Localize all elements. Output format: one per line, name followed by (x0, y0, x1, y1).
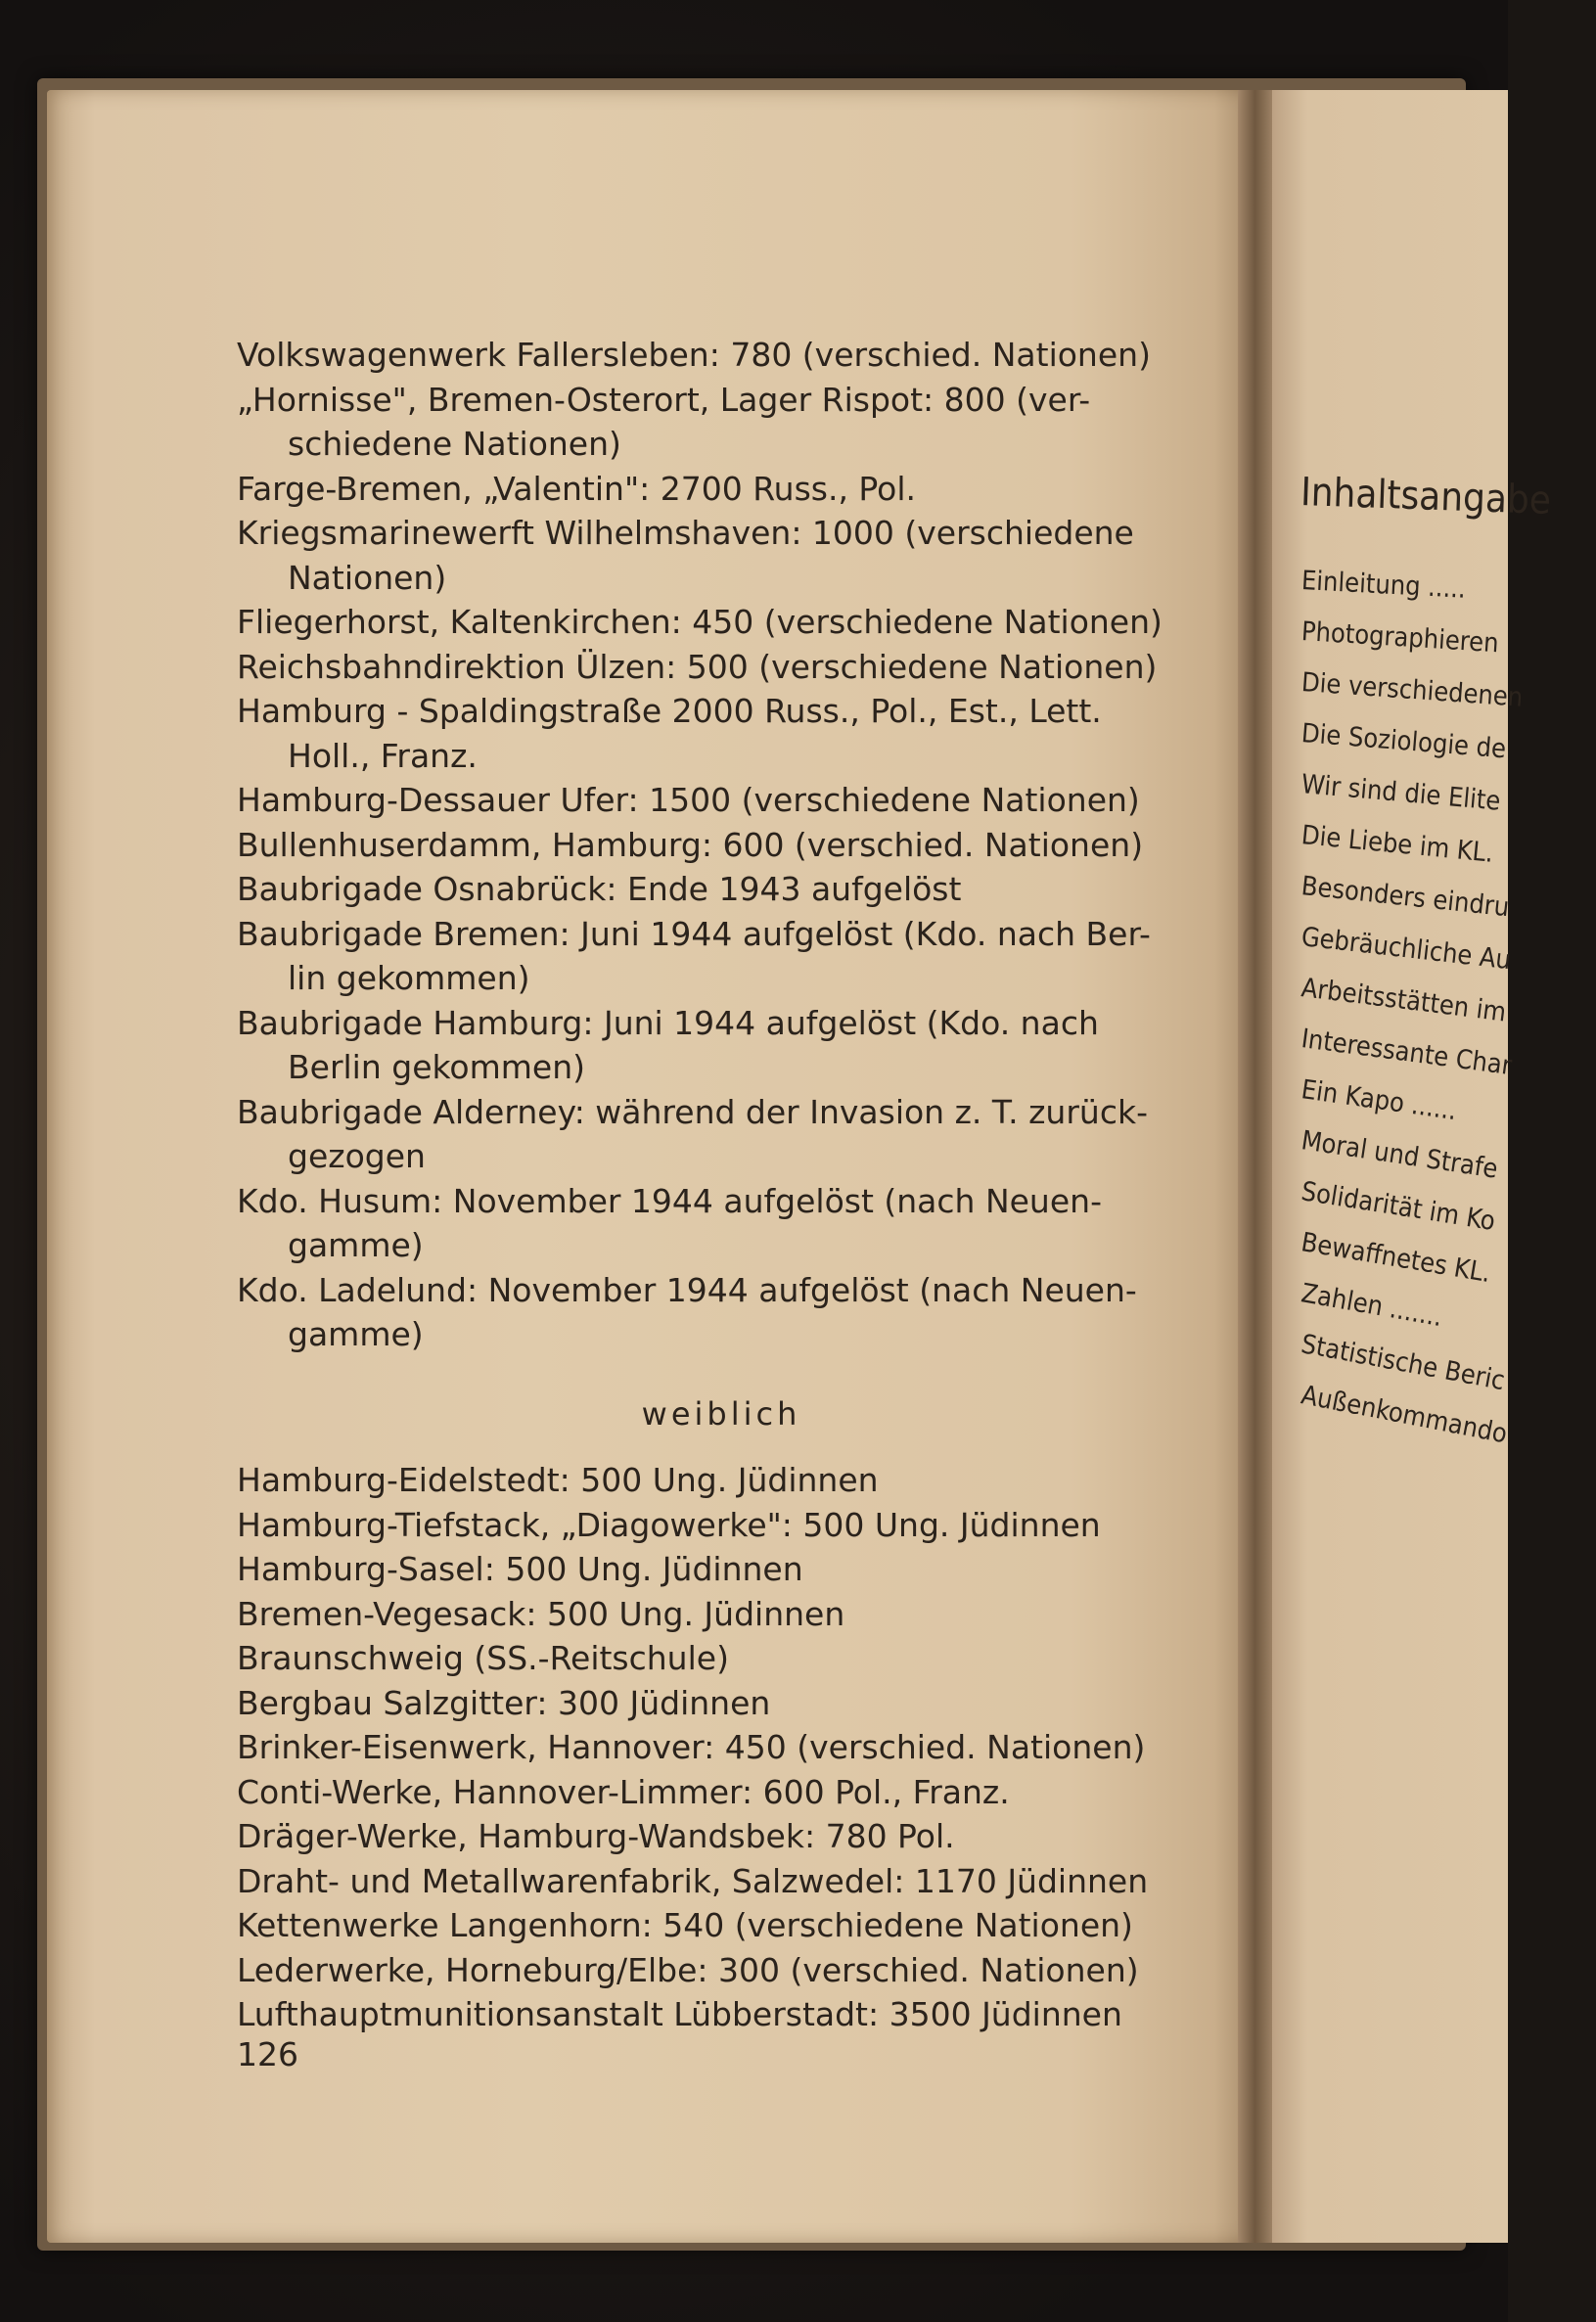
entry-line: Volkswagenwerk Fallersleben: 780 (verschied. Nationen) (237, 336, 1151, 374)
entry-line: Baubrigade Alderney: während der Invasion z. T. zurück- (237, 1092, 1148, 1131)
table-of-contents (1299, 470, 1595, 1450)
entry-line: Hamburg-Dessauer Ufer: 1500 (verschiedene Nationen) (237, 781, 1140, 819)
toc-item: Wir sind die Elite (1300, 769, 1502, 817)
camp-entry (237, 689, 1206, 778)
toc-item: Interessante Char (1300, 1024, 1514, 1082)
entry-line: Bremen-Vegesack: 500 Ung. Jüdinnen (237, 1594, 845, 1633)
entry-line: Reichsbahndirektion Ülzen: 500 (verschiedene Nationen) (237, 647, 1158, 686)
toc-item: Solidarität im Ko (1299, 1176, 1498, 1238)
camp-entry (237, 867, 1206, 912)
toc-item: Die verschiedenen (1300, 667, 1525, 713)
entry-line: Kettenwerke Langenhorn: 540 (verschiedene Nationen) (237, 1906, 1133, 1944)
entry-line: lin gekommen) (288, 959, 530, 997)
toc-list (1299, 556, 1595, 1450)
entry-line: gamme) (288, 1226, 424, 1264)
entry-line: gamme) (288, 1315, 424, 1353)
camp-entry (237, 823, 1206, 868)
page-number: 126 (237, 2035, 298, 2073)
entry-line: Nationen) (288, 558, 447, 597)
toc-item: Außenkommando (1299, 1380, 1510, 1450)
camp-entry (237, 1859, 1206, 1904)
entry-line: Lufthauptmunitionsanstalt Lübberstadt: 3500 Jüdinnen (237, 1995, 1122, 2033)
toc-item: Zahlen ....... (1299, 1278, 1445, 1334)
entry-line: Braunschweig (SS.-Reitschule) (237, 1639, 729, 1677)
camp-entry (237, 511, 1206, 600)
toc-item: Moral und Strafe (1299, 1125, 1500, 1185)
camp-entry (237, 912, 1206, 1001)
camp-entry (237, 333, 1206, 378)
entry-line: Fliegerhorst, Kaltenkirchen: 450 (verschiedene Nationen) (237, 603, 1163, 641)
camp-entry (237, 1179, 1206, 1268)
right-page (1272, 90, 1552, 2243)
toc-item: Einleitung ..... (1300, 566, 1467, 605)
toc-item: Ein Kapo ...... (1299, 1074, 1459, 1127)
camp-entry (237, 1090, 1206, 1179)
camp-entry (237, 1770, 1206, 1815)
entry-line: Hamburg-Eidelstedt: 500 Ung. Jüdinnen (237, 1461, 879, 1499)
male-camp-list (237, 333, 1206, 1357)
entry-line: Kriegsmarinewerft Wilhelmshaven: 1000 (verschiedene (237, 514, 1134, 552)
entry-line: Baubrigade Osnabrück: Ende 1943 aufgelöst (237, 870, 962, 908)
left-page-text (237, 333, 1206, 2037)
camp-entry (237, 1592, 1206, 1637)
camp-entry (237, 778, 1206, 823)
camp-entry (237, 1725, 1206, 1770)
entry-line: gezogen (288, 1137, 426, 1175)
entry-line: Brinker-Eisenwerk, Hannover: 450 (verschied. Nationen) (237, 1728, 1146, 1766)
entry-line: Bergbau Salzgitter: 300 Jüdinnen (237, 1683, 771, 1722)
entry-line: Farge-Bremen, „Valentin": 2700 Russ., Pol. (237, 469, 916, 508)
entry-line: Holl., Franz. (288, 736, 478, 775)
camp-entry (237, 1636, 1206, 1681)
camp-entry (237, 1992, 1206, 2037)
entry-line: Hamburg - Spaldingstraße 2000 Russ., Pol., Est., Lett. (237, 692, 1102, 730)
camp-entry (237, 467, 1206, 512)
entry-line: Baubrigade Hamburg: Juni 1944 aufgelöst (Kdo. nach (237, 1003, 1099, 1042)
female-camp-list (237, 1458, 1206, 2037)
camp-entry (237, 645, 1206, 690)
entry-line: schiedene Nationen) (288, 425, 621, 463)
camp-entry (237, 1001, 1206, 1090)
camp-entry (237, 1814, 1206, 1859)
camp-entry (237, 1503, 1206, 1548)
entry-line: Conti-Werke, Hannover-Limmer: 600 Pol., Franz. (237, 1772, 1010, 1811)
toc-item: Photographieren (1300, 616, 1500, 660)
camp-entry (237, 1681, 1206, 1726)
camp-entry (237, 1903, 1206, 1948)
toc-title: Inhaltsangabe (1300, 470, 1552, 524)
camp-entry (237, 378, 1206, 467)
toc-item: Gebräuchliche Au (1300, 922, 1513, 977)
toc-item: Die Liebe im KL. (1300, 820, 1495, 869)
toc-item: Die Soziologie de (1300, 718, 1508, 765)
camp-entry (237, 600, 1206, 645)
entry-line: Draht- und Metallwarenfabrik, Salzwedel: 1170 Jüdinnen (237, 1861, 1149, 1900)
camp-entry (237, 1948, 1206, 1993)
camp-entry (237, 1458, 1206, 1503)
entry-line: Hamburg-Sasel: 500 Ung. Jüdinnen (237, 1550, 803, 1588)
entry-line: „Hornisse", Bremen-Osterort, Lager Rispot: 800 (ver- (237, 380, 1091, 419)
camp-entry (237, 1547, 1206, 1592)
toc-item: Statistische Beric (1299, 1329, 1508, 1397)
toc-item: Bewaffnetes KL. (1299, 1227, 1493, 1290)
toc-item: Arbeitsstätten im (1300, 973, 1508, 1028)
section-heading-weiblich: weiblich (641, 1394, 801, 1433)
entry-line: Hamburg-Tiefstack, „Diagowerke": 500 Ung. Jüdinnen (237, 1505, 1101, 1544)
entry-line: Baubrigade Bremen: Juni 1944 aufgelöst (Kdo. nach Ber- (237, 914, 1151, 953)
entry-line: Kdo. Ladelund: November 1944 aufgelöst (nach Neuen- (237, 1270, 1137, 1309)
entry-line: Dräger-Werke, Hamburg-Wandsbek: 780 Pol. (237, 1817, 955, 1855)
entry-line: Kdo. Husum: November 1944 aufgelöst (nach Neuen- (237, 1181, 1102, 1220)
camp-entry (237, 1268, 1206, 1357)
entry-line: Bullenhuserdamm, Hamburg: 600 (verschied. Nationen) (237, 825, 1144, 864)
toc-item: Besonders eindru (1300, 871, 1511, 924)
entry-line: Lederwerke, Horneburg/Elbe: 300 (verschied. Nationen) (237, 1950, 1139, 1989)
entry-line: Berlin gekommen) (288, 1048, 586, 1086)
book-gutter (1238, 90, 1272, 2243)
